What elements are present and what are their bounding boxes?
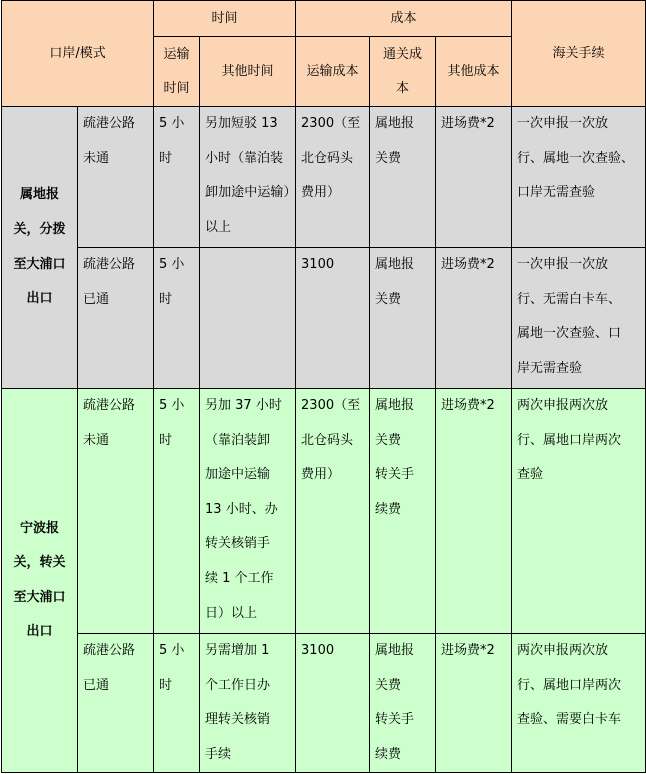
table-row <box>2 389 646 634</box>
other-cost-cell: 进场费*2 <box>436 107 512 248</box>
other-time-cell: 另加短驳 13 小时（靠泊装 卸加途中运输）以上 <box>200 107 296 248</box>
customs-procedure-cell: 两次申报两次放 行、属地口岸两次 查验、需要白卡车 <box>512 634 646 773</box>
other-cost-cell: 进场费*2 <box>436 634 512 773</box>
road-status-cell: 疏港公路 未通 <box>78 107 154 248</box>
group-label: 属地报 关，分拨 至大浦口 出口 <box>2 107 78 389</box>
clearance-cost-cell: 属地报 关费 <box>370 107 436 248</box>
header-transport-time: 运输 时间 <box>154 37 200 107</box>
transport-time-cell: 5 小 时 <box>154 389 200 634</box>
header-customs: 海关手续 <box>512 1 646 107</box>
transport-cost-cell: 3100 <box>296 634 370 773</box>
transport-cost-cell: 2300（至 北仓码头 费用） <box>296 107 370 248</box>
other-time-cell <box>200 248 296 389</box>
table-row <box>2 634 646 773</box>
table-row <box>2 248 646 389</box>
road-status-cell: 疏港公路 未通 <box>78 389 154 634</box>
clearance-cost-cell: 属地报 关费 转关手 续费 <box>370 389 436 634</box>
road-status-cell: 疏港公路 已通 <box>78 634 154 773</box>
customs-procedure-cell: 一次申报一次放 行、属地一次查验、 口岸无需查验 <box>512 107 646 248</box>
transport-time-cell: 5 小 时 <box>154 634 200 773</box>
other-cost-cell: 进场费*2 <box>436 248 512 389</box>
other-cost-cell: 进场费*2 <box>436 389 512 634</box>
logistics-comparison-table <box>1 0 646 773</box>
other-time-cell: 另加 37 小时 （靠泊装卸 加途中运输 13 小时、办 转关核销手 续 1 个工作 日）以上 <box>200 389 296 634</box>
header-port-mode: 口岸/模式 <box>2 1 154 107</box>
clearance-cost-cell: 属地报 关费 转关手 续费 <box>370 634 436 773</box>
header-cost-group: 成本 <box>296 1 512 37</box>
road-status-cell: 疏港公路 已通 <box>78 248 154 389</box>
transport-time-cell: 5 小 时 <box>154 107 200 248</box>
other-time-cell: 另需增加 1 个工作日办 理转关核销 手续 <box>200 634 296 773</box>
header-time-group: 时间 <box>154 1 296 37</box>
header-clearance-cost: 通关成 本 <box>370 37 436 107</box>
header-other-cost: 其他成本 <box>436 37 512 107</box>
transport-time-cell: 5 小 时 <box>154 248 200 389</box>
customs-procedure-cell: 两次申报两次放 行、属地口岸两次 查验 <box>512 389 646 634</box>
header-transport-cost: 运输成本 <box>296 37 370 107</box>
transport-cost-cell: 3100 <box>296 248 370 389</box>
customs-procedure-cell: 一次申报一次放 行、无需白卡车、 属地一次查验、口 岸无需查验 <box>512 248 646 389</box>
clearance-cost-cell: 属地报 关费 <box>370 248 436 389</box>
group-label: 宁波报 关，转关 至大浦口 出口 <box>2 389 78 773</box>
transport-cost-cell: 2300（至 北仓码头 费用） <box>296 389 370 634</box>
table-row <box>2 107 646 248</box>
header-other-time: 其他时间 <box>200 37 296 107</box>
